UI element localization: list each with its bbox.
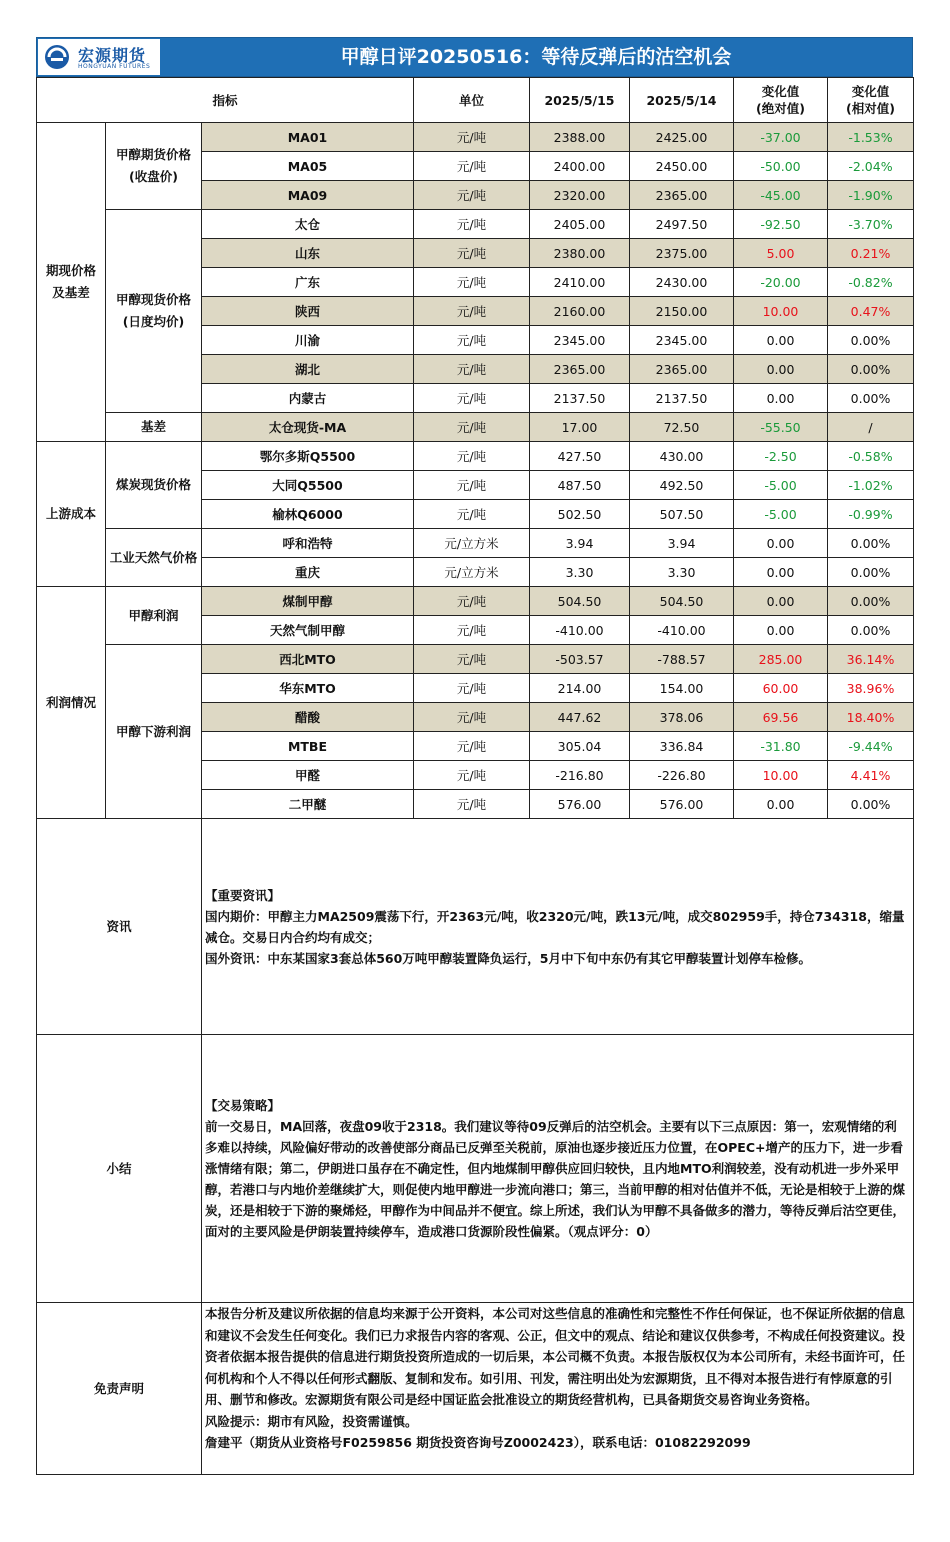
abs-change: -31.80 (734, 732, 828, 761)
abs-change: -50.00 (734, 152, 828, 181)
abs-change: -5.00 (734, 500, 828, 529)
group-label-methanol_profit: 甲醇利润 (106, 587, 202, 645)
logo-text-cn: 宏源期货 (78, 46, 147, 65)
value-date1: 17.00 (530, 413, 630, 442)
unit-cell: 元/吨 (414, 790, 530, 819)
abs-change: 285.00 (734, 645, 828, 674)
unit-cell: 元/吨 (414, 268, 530, 297)
group-label-downstream_profit: 甲醇下游利润 (106, 645, 202, 819)
metric-name: 川渝 (202, 326, 414, 355)
disclaimer-label: 免责声明 (37, 1303, 202, 1475)
unit-cell: 元/吨 (414, 355, 530, 384)
table-row (37, 210, 914, 239)
value-date1: 2400.00 (530, 152, 630, 181)
unit-cell: 元/吨 (414, 152, 530, 181)
metric-name: 华东MTO (202, 674, 414, 703)
group-label-futures: 甲醇期货价格 (收盘价) (106, 123, 202, 210)
value-date2: 2450.00 (630, 152, 734, 181)
risk-warning: 风险提示：期市有风险，投资需谨慎。 (205, 1413, 418, 1429)
analyst-info: 詹建平（期货从业资格号F0259856 期货投资咨询号Z0002423），联系电话：01082292099 (205, 1435, 751, 1450)
metric-name: 甲醛 (202, 761, 414, 790)
value-date1: 2388.00 (530, 123, 630, 152)
table-row (37, 413, 914, 442)
rel-change: -0.82% (828, 268, 914, 297)
metric-name: 太仓现货-MA (202, 413, 414, 442)
value-date2: 2345.00 (630, 326, 734, 355)
abs-change: -45.00 (734, 181, 828, 210)
rel-change: 0.00% (828, 587, 914, 616)
logo-text-en: HONGYUAN FUTURES (78, 63, 151, 70)
rel-change: 36.14% (828, 645, 914, 674)
metric-name: 湖北 (202, 355, 414, 384)
value-date2: 72.50 (630, 413, 734, 442)
metric-name: 鄂尔多斯Q5500 (202, 442, 414, 471)
group-label-gas: 工业天然气价格 (106, 529, 202, 587)
rel-change: -2.04% (828, 152, 914, 181)
metric-name: MA05 (202, 152, 414, 181)
group-label-spot: 甲醇现货价格 (日度均价) (106, 210, 202, 413)
abs-change: 10.00 (734, 761, 828, 790)
unit-cell: 元/吨 (414, 239, 530, 268)
abs-change: 0.00 (734, 587, 828, 616)
rel-change: -0.99% (828, 500, 914, 529)
metric-name: 内蒙古 (202, 384, 414, 413)
disclaimer-row (37, 1303, 914, 1475)
col-header-indicator: 指标 (37, 78, 414, 123)
unit-cell: 元/吨 (414, 442, 530, 471)
abs-change: 0.00 (734, 529, 828, 558)
value-date2: 2425.00 (630, 123, 734, 152)
unit-cell: 元/吨 (414, 326, 530, 355)
rel-change: / (828, 413, 914, 442)
col-header-date2: 2025/5/14 (630, 78, 734, 123)
group-label-coal: 煤炭现货价格 (106, 442, 202, 529)
metric-name: 煤制甲醇 (202, 587, 414, 616)
value-date1: 2345.00 (530, 326, 630, 355)
abs-change: 0.00 (734, 616, 828, 645)
metric-name: MA01 (202, 123, 414, 152)
metric-name: 西北MTO (202, 645, 414, 674)
unit-cell: 元/吨 (414, 297, 530, 326)
col-header-rel-change: 变化值 (相对值) (828, 78, 914, 123)
abs-change: 0.00 (734, 384, 828, 413)
summary-text: 前一交易日，MA回落，夜盘09收于2318。我们建议等待09反弹后的沽空机会。主要有以下三点原因：第一，宏观情绪的利多难以持续，风险偏好带动的改善使部分商品已反弹至关税前，原油也逐步接近压力位置，在OPEC+增产的压力下，进一步看涨情绪有限；第二，伊朗进口虽存在不确定性，但内地煤制甲醇供应回归较快，且内地MTO利润较差，没有动机进一步外采甲醇，若港口与内地价差继续扩大，则促使内地甲醇进一步流向港口；第三，当前甲醇的相对估值并不低，无论是相较于上游的煤炭，还是相较于下游的聚烯烃，甲醇作为中间品并不便宜。综上所述，我们认为甲醇不具备做多的潜力，等待反弹后沽空更佳，面对的主要风险是伊朗装置持续停车，造成港口货源阶段性偏紧。（观点评分：0） (205, 1119, 906, 1239)
value-date1: 2365.00 (530, 355, 630, 384)
value-date2: 2137.50 (630, 384, 734, 413)
metric-name: 重庆 (202, 558, 414, 587)
value-date2: 3.94 (630, 529, 734, 558)
abs-change: -55.50 (734, 413, 828, 442)
unit-cell: 元/吨 (414, 616, 530, 645)
report-sheet (36, 37, 913, 1475)
company-logo (38, 39, 160, 75)
abs-change: -37.00 (734, 123, 828, 152)
report-title: 甲醇日评20250516：等待反弹后的沽空机会 (340, 46, 732, 68)
rel-change: 0.00% (828, 529, 914, 558)
value-date1: 3.94 (530, 529, 630, 558)
value-date1: -410.00 (530, 616, 630, 645)
rel-change: 0.00% (828, 384, 914, 413)
group-label-basis: 基差 (106, 413, 202, 442)
col-header-date1: 2025/5/15 (530, 78, 630, 123)
section-label-profit: 利润情况 (37, 587, 106, 819)
rel-change: -1.02% (828, 471, 914, 500)
table-row (37, 442, 914, 471)
value-date2: 576.00 (630, 790, 734, 819)
value-date2: -788.57 (630, 645, 734, 674)
abs-change: 5.00 (734, 239, 828, 268)
unit-cell: 元/吨 (414, 210, 530, 239)
unit-cell: 元/立方米 (414, 558, 530, 587)
metric-name: 呼和浩特 (202, 529, 414, 558)
value-date2: 2430.00 (630, 268, 734, 297)
rel-change: 38.96% (828, 674, 914, 703)
rel-change: 4.41% (828, 761, 914, 790)
value-date2: 430.00 (630, 442, 734, 471)
metric-name: 醋酸 (202, 703, 414, 732)
summary-label: 小结 (37, 1035, 202, 1303)
value-date2: 507.50 (630, 500, 734, 529)
col-header-abs-change: 变化值 (绝对值) (734, 78, 828, 123)
metric-name: 广东 (202, 268, 414, 297)
rel-change: -9.44% (828, 732, 914, 761)
abs-change: 0.00 (734, 558, 828, 587)
value-date2: 2375.00 (630, 239, 734, 268)
metric-name: 天然气制甲醇 (202, 616, 414, 645)
value-date1: 2320.00 (530, 181, 630, 210)
value-date1: -503.57 (530, 645, 630, 674)
rel-change: -3.70% (828, 210, 914, 239)
metric-name: 陕西 (202, 297, 414, 326)
value-date2: -410.00 (630, 616, 734, 645)
value-date1: 2405.00 (530, 210, 630, 239)
value-date2: 378.06 (630, 703, 734, 732)
value-date2: 492.50 (630, 471, 734, 500)
metric-name: MTBE (202, 732, 414, 761)
news-domestic: 国内期价：甲醇主力MA2509震荡下行，开2363元/吨，收2320元/吨，跌13元/吨，成交802959手，持仓734318，缩量减仓。交易日内合约均有成交； (205, 908, 905, 945)
metric-name: 榆林Q6000 (202, 500, 414, 529)
abs-change: -5.00 (734, 471, 828, 500)
abs-change: -2.50 (734, 442, 828, 471)
unit-cell: 元/吨 (414, 587, 530, 616)
news-row (37, 819, 914, 1035)
rel-change: -0.58% (828, 442, 914, 471)
rel-change: 0.00% (828, 790, 914, 819)
report-header (36, 37, 913, 77)
abs-change: 0.00 (734, 790, 828, 819)
abs-change: 10.00 (734, 297, 828, 326)
unit-cell: 元/吨 (414, 413, 530, 442)
summary-row (37, 1035, 914, 1303)
table-row (37, 529, 914, 558)
metric-name: 太仓 (202, 210, 414, 239)
unit-cell: 元/立方米 (414, 529, 530, 558)
abs-change: 60.00 (734, 674, 828, 703)
unit-cell: 元/吨 (414, 181, 530, 210)
unit-cell: 元/吨 (414, 384, 530, 413)
unit-cell: 元/吨 (414, 674, 530, 703)
value-date2: 2365.00 (630, 355, 734, 384)
rel-change: 0.47% (828, 297, 914, 326)
value-date1: 214.00 (530, 674, 630, 703)
abs-change: 69.56 (734, 703, 828, 732)
value-date1: 447.62 (530, 703, 630, 732)
rel-change: 0.00% (828, 616, 914, 645)
unit-cell: 元/吨 (414, 500, 530, 529)
table-row (37, 645, 914, 674)
value-date1: 2160.00 (530, 297, 630, 326)
rel-change: -1.90% (828, 181, 914, 210)
value-date1: 2137.50 (530, 384, 630, 413)
abs-change: -92.50 (734, 210, 828, 239)
col-header-unit: 单位 (414, 78, 530, 123)
value-date2: -226.80 (630, 761, 734, 790)
value-date1: 305.04 (530, 732, 630, 761)
rel-change: 0.00% (828, 558, 914, 587)
unit-cell: 元/吨 (414, 732, 530, 761)
value-date1: 2380.00 (530, 239, 630, 268)
rel-change: 0.21% (828, 239, 914, 268)
value-date1: -216.80 (530, 761, 630, 790)
summary-heading: 【交易策略】 (205, 1098, 281, 1113)
value-date2: 2150.00 (630, 297, 734, 326)
value-date2: 336.84 (630, 732, 734, 761)
abs-change: 0.00 (734, 326, 828, 355)
table-header-row (37, 78, 914, 123)
rel-change: -1.53% (828, 123, 914, 152)
unit-cell: 元/吨 (414, 703, 530, 732)
news-label: 资讯 (37, 819, 202, 1035)
unit-cell: 元/吨 (414, 123, 530, 152)
metric-name: 大同Q5500 (202, 471, 414, 500)
rel-change: 0.00% (828, 326, 914, 355)
value-date1: 2410.00 (530, 268, 630, 297)
metric-name: 山东 (202, 239, 414, 268)
value-date1: 504.50 (530, 587, 630, 616)
rel-change: 18.40% (828, 703, 914, 732)
value-date2: 504.50 (630, 587, 734, 616)
value-date2: 2497.50 (630, 210, 734, 239)
value-date1: 487.50 (530, 471, 630, 500)
unit-cell: 元/吨 (414, 471, 530, 500)
value-date2: 154.00 (630, 674, 734, 703)
value-date2: 2365.00 (630, 181, 734, 210)
section-label-price: 期现价格 及基差 (37, 123, 106, 442)
summary-content (202, 1035, 914, 1303)
value-date1: 427.50 (530, 442, 630, 471)
news-heading: 【重要资讯】 (205, 887, 281, 903)
value-date1: 502.50 (530, 500, 630, 529)
section-label-upstream: 上游成本 (37, 442, 106, 587)
news-overseas: 国外资讯：中东某国家3套总体560万吨甲醇装置降负运行，5月中下旬中东仍有其它甲醇装置计划停车检修。 (205, 950, 811, 966)
disclaimer-content (202, 1303, 914, 1475)
value-date1: 576.00 (530, 790, 630, 819)
news-content (202, 819, 914, 1035)
abs-change: 0.00 (734, 355, 828, 384)
value-date1: 3.30 (530, 558, 630, 587)
metric-name: MA09 (202, 181, 414, 210)
metric-name: 二甲醚 (202, 790, 414, 819)
unit-cell: 元/吨 (414, 761, 530, 790)
rel-change: 0.00% (828, 355, 914, 384)
disclaimer-text: 本报告分析及建议所依据的信息均来源于公开资料，本公司对这些信息的准确性和完整性不作任何保证，也不保证所依据的信息和建议不会发生任何变化。我们已力求报告内容的客观、公正，但文中的观点、结论和建议仅供参考，不构成任何投资建议。投资者依据本报告提供的信息进行期货投资所造成的一切后果，本公司概不负责。本报告版权仅为本公司所有，未经书面许可，任何机构和个人不得以任何形式翻版、复制和发布。如引用、刊发，需注明出处为宏源期货，且不得对本报告进行有悖原意的引用、删节和修改。宏源期货有限公司是经中国证监会批准设立的期货经营机构，已具备期货交易咨询业务资格。 (205, 1306, 906, 1407)
abs-change: -20.00 (734, 268, 828, 297)
unit-cell: 元/吨 (414, 645, 530, 674)
company-logo-icon (44, 44, 70, 70)
table-row (37, 587, 914, 616)
data-table (36, 77, 914, 1475)
value-date2: 3.30 (630, 558, 734, 587)
table-row (37, 123, 914, 152)
